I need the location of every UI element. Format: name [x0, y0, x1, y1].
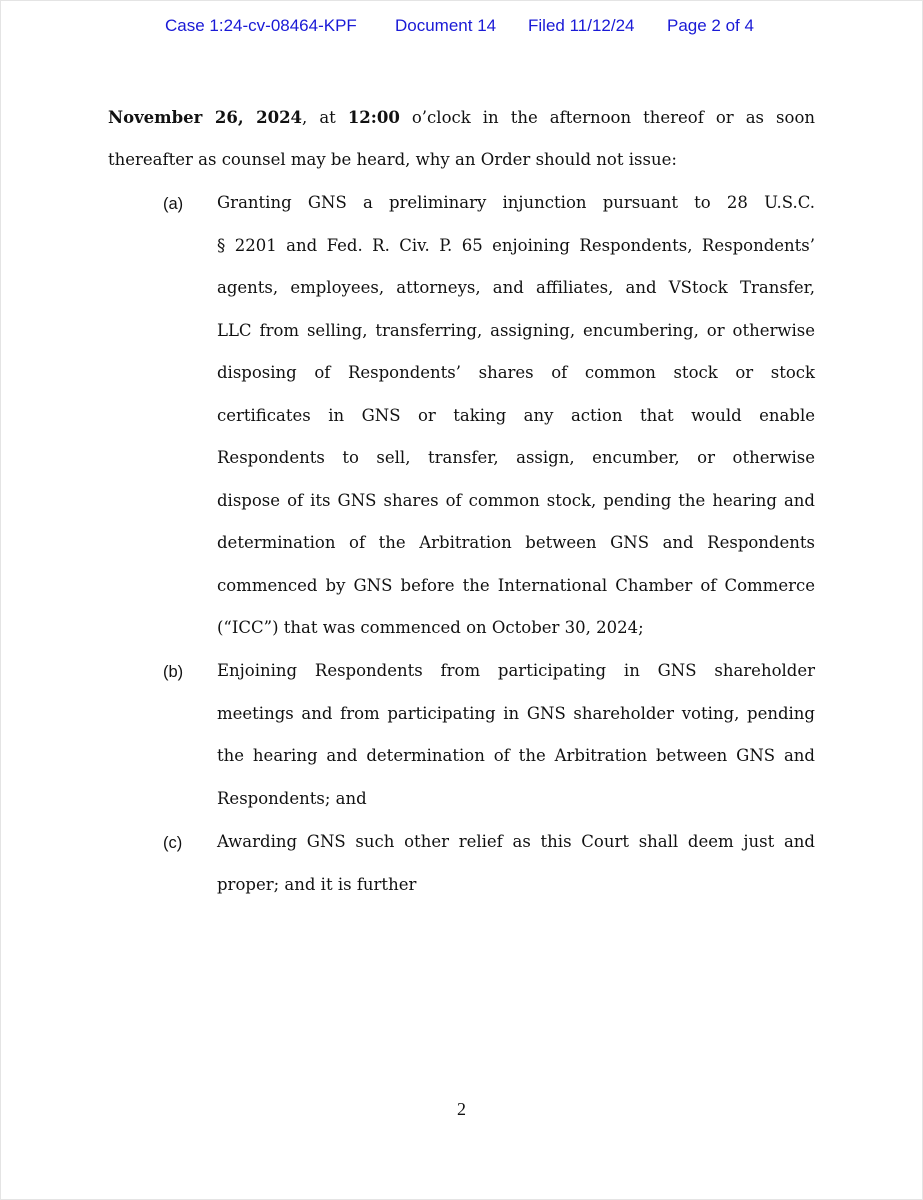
intro-rest: o’clock in the afternoon thereof or as soon — [399, 108, 816, 127]
item-text-line: Respondents; and — [217, 789, 367, 808]
item-text-line: Respondents to sell, transfer, assign, encumber, or otherwise — [217, 448, 815, 467]
header-page-count: Page 2 of 4 — [667, 16, 754, 35]
item-text-line: agents, employees, attorneys, and affiliates, and VStock Transfer, — [217, 278, 815, 297]
hearing-date: November 26, 2024 — [108, 108, 303, 127]
item-text-line: proper; and it is further — [217, 875, 417, 894]
item-text-line: dispose of its GNS shares of common stock, pending the hearing and — [217, 491, 815, 510]
item-text-line: the hearing and determination of the Arbitration between GNS and — [217, 746, 815, 765]
header-case-number: Case 1:24-cv-08464-KPF — [165, 16, 357, 35]
item-text-line: Granting GNS a preliminary injunction pursuant to 28 U.S.C. — [217, 193, 815, 212]
item-label: (b) — [163, 663, 184, 681]
item-text-line: certificates in GNS or taking any action that would enable — [217, 406, 815, 425]
intro-connector: , at — [302, 108, 348, 127]
intro-line-1 — [108, 107, 815, 129]
item-text-line: disposing of Respondents’ shares of common stock or stock — [217, 363, 815, 382]
item-text-line: commenced by GNS before the International Chamber of Commerce — [217, 576, 815, 595]
intro-line-2: thereafter as counsel may be heard, why an Order should not issue: — [108, 150, 677, 169]
header-filed-date: Filed 11/12/24 — [528, 16, 635, 35]
ecf-header — [0, 14, 923, 38]
item-text-line: § 2201 and Fed. R. Civ. P. 65 enjoining Respondents, Respondents’ — [217, 236, 815, 255]
item-text-line: (“ICC”) that was commenced on October 30, 2024; — [217, 618, 644, 637]
item-text-line: Enjoining Respondents from participating in GNS shareholder — [217, 661, 815, 680]
item-text-line: meetings and from participating in GNS shareholder voting, pending — [217, 704, 815, 723]
item-label: (c) — [163, 834, 183, 852]
header-document-number: Document 14 — [395, 16, 497, 35]
item-text-line: determination of the Arbitration between GNS and Respondents — [217, 533, 815, 552]
hearing-time: 12:00 — [347, 108, 400, 127]
item-text-line: LLC from selling, transferring, assigning, encumbering, or otherwise — [217, 321, 815, 340]
page-number: 2 — [457, 1099, 466, 1119]
item-label: (a) — [163, 195, 184, 213]
item-text-line: Awarding GNS such other relief as this Court shall deem just and — [217, 832, 815, 851]
